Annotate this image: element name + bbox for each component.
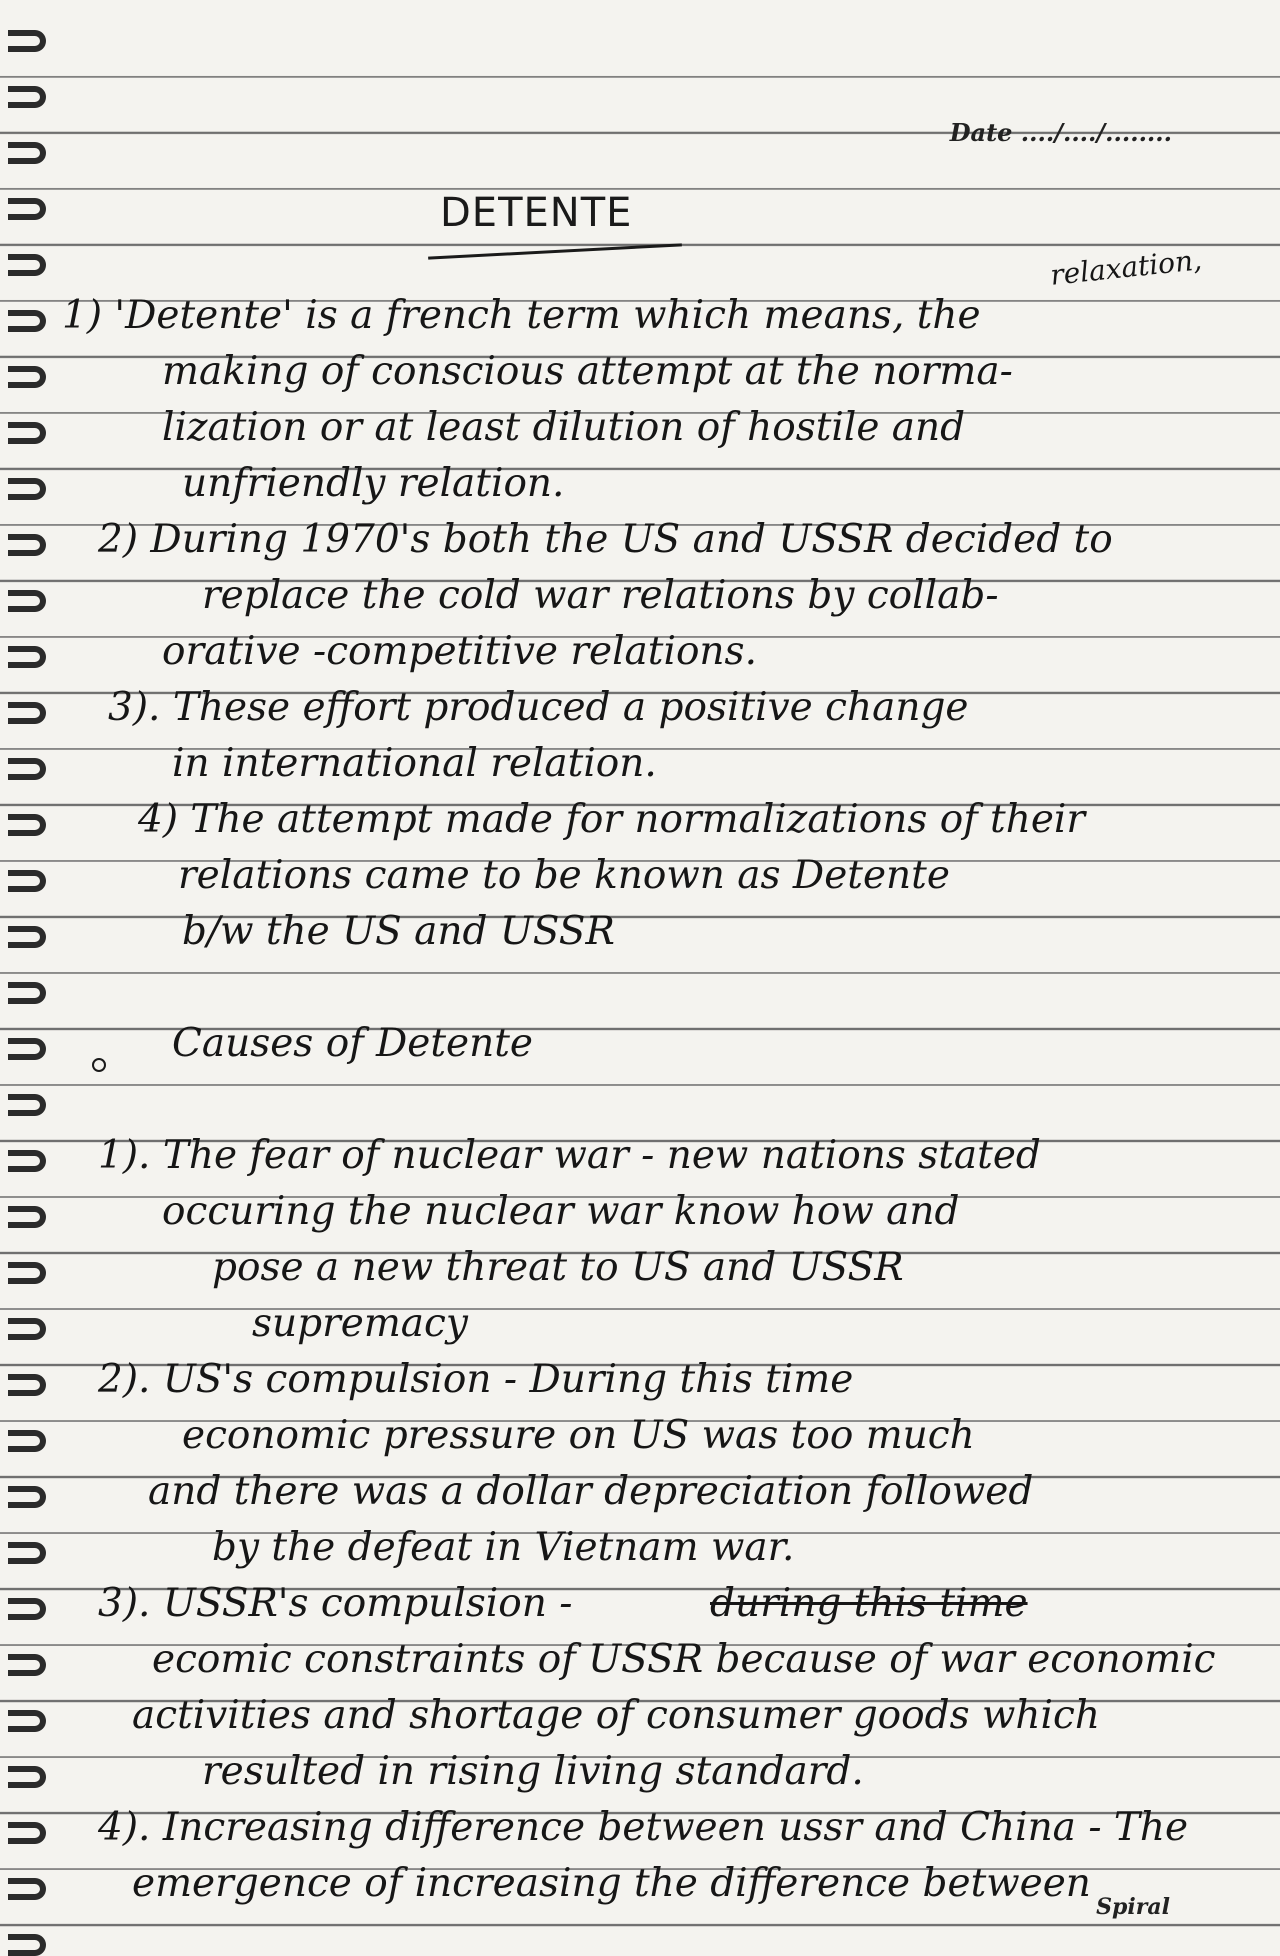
spiral-ring [8,1934,46,1956]
text-line: 1) 'Detente' is a french term which means, the [62,293,981,338]
text-line: ecomic constraints of USSR because of war economic [152,1637,1216,1682]
spiral-ring [8,590,46,612]
text-line: unfriendly relation. [182,461,565,506]
spiral-ring [8,198,46,220]
text-line: 4) The attempt made for normalizations of their [138,797,1086,842]
spiral-ring [8,982,46,1004]
text-line: 3). These effort produced a positive change [108,685,969,730]
text-line: relations came to be known as Detente [178,853,950,898]
spiral-ring [8,478,46,500]
spiral-ring [8,30,46,52]
text-line: b/w the US and USSR [182,909,615,954]
spiral-ring [8,1598,46,1620]
text-line: 4). Increasing difference between ussr and China - The [98,1805,1189,1850]
spiral-ring [8,1710,46,1732]
text-line: economic pressure on US was too much [182,1413,975,1458]
text-line: resulted in rising living standard. [202,1749,864,1794]
text-line: 2). US's compulsion - During this time [98,1357,854,1402]
text-line: orative -competitive relations. [162,629,757,674]
spiral-binding [0,0,60,1956]
spiral-ring [8,1822,46,1844]
spiral-ring [8,422,46,444]
text-line: 1). The fear of nuclear war - new nations stated [98,1133,1041,1178]
spiral-ring [8,366,46,388]
spiral-ring [8,814,46,836]
text-line: occuring the nuclear war know how and [162,1189,960,1234]
text-line: making of conscious attempt at the norma- [162,349,1013,394]
spiral-ring [8,1878,46,1900]
text-line: by the defeat in Vietnam war. [212,1525,795,1570]
struck-text: during this time [710,1581,1028,1626]
spiral-ring [8,1654,46,1676]
text-line: 3). USSR's compulsion - [98,1581,573,1626]
text-line: and there was a dollar depreciation followed [148,1469,1034,1514]
inserted-word: relaxation, [1048,243,1204,292]
spiral-ring [8,1374,46,1396]
date-label: Date ..../..../........ [949,118,1172,147]
text-line: 2) During 1970's both the US and USSR decided to [98,517,1113,562]
spiral-ring [8,86,46,108]
spiral-ring [8,926,46,948]
spiral-ring [8,1262,46,1284]
text-line: emergence of increasing the difference between [132,1861,1091,1906]
title-underline [428,243,682,259]
spiral-ring [8,1318,46,1340]
spiral-ring [8,1486,46,1508]
text-line: supremacy [252,1301,468,1346]
brand-label: Spiral [1096,1894,1170,1920]
spiral-ring [8,254,46,276]
spiral-ring [8,702,46,724]
bullet-point [92,1058,106,1072]
text-line: lization or at least dilution of hostile and [162,405,966,450]
section-heading: Causes of Detente [172,1021,533,1066]
spiral-ring [8,1094,46,1116]
spiral-ring [8,1542,46,1564]
spiral-ring [8,1206,46,1228]
spiral-ring [8,1150,46,1172]
spiral-ring [8,870,46,892]
text-line: in international relation. [172,741,657,786]
spiral-ring [8,534,46,556]
text-line: activities and shortage of consumer goods which [132,1693,1100,1738]
spiral-ring [8,310,46,332]
spiral-ring [8,1038,46,1060]
page-title: DETENTE [440,190,633,236]
spiral-ring [8,646,46,668]
spiral-ring [8,758,46,780]
spiral-ring [8,142,46,164]
text-line: replace the cold war relations by collab- [202,573,999,618]
text-line: pose a new threat to US and USSR [212,1245,904,1290]
spiral-ring [8,1430,46,1452]
spiral-ring [8,1766,46,1788]
